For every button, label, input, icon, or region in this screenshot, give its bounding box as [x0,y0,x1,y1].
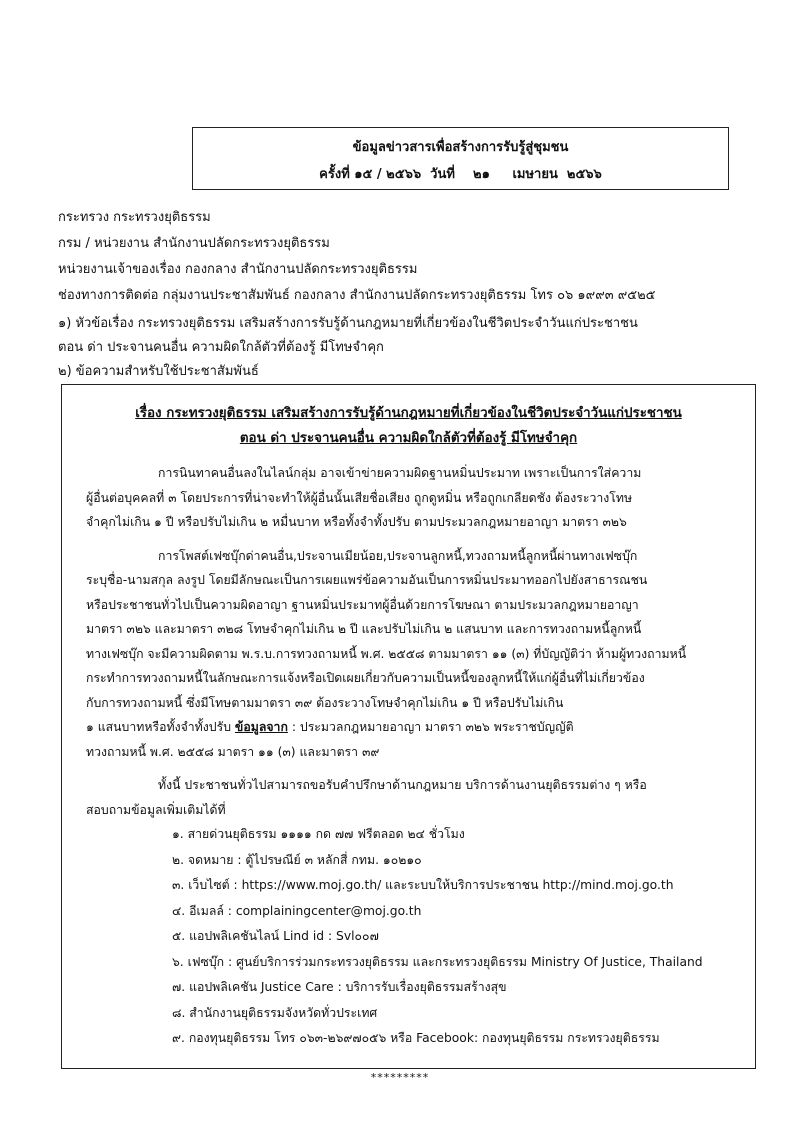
channel-website: ๓. เว็บไซต์ : https://www.moj.go.th/ และระบบให้บริการประชาชน http://mind.moj.go.th [172,878,674,892]
channel-facebook: ๖. เฟซบุ๊ก : ศูนย์บริการร่วมกระทรวงยุติธรรม และกระทรวงยุติธรรม Ministry Of Justice, Thailand [172,954,703,969]
press-release-box [61,384,756,1069]
paragraph-line: ผู้อื่นต่อบุคคลที่ ๓ โดยประการที่น่าจะทำให้ผู้อื่นนั้นเสียชื่อเสียง ถูกดูหมิ่น หรือถูกเกลียดชัง ต้องระวางโทษ [86,490,633,505]
paragraph-line: กับการทวงถามหนี้ ซึ่งมีโทษตามมาตรา ๓๙ ต้องระวางโทษจำคุกไม่เกิน ๑ ปี หรือปรับไม่เกิน [86,695,564,710]
paragraph-line: กระทำการทวงถามหนี้ในลักษณะการแจ้งหรือเปิดเผยเกี่ยวกับความเป็นหนี้ของลูกหนี้ให้แก่ผู้อื่นที่ไม่เกี่ยวข้อง [86,671,645,685]
bulletin-issue-date: ครั้งที่ ๑๕ / ๒๕๖๖ วันที่ ๒๑ เมษายน ๒๕๖๖ [319,167,602,182]
topic-item-1-episode: ตอน ด่า ประจานคนอื่น ความผิดใกล้ตัวที่ต้องรู้ มีโทษจำคุก [58,340,384,355]
paragraph-source-line [86,715,731,740]
paragraph-1 [86,461,731,535]
source-text: : ประมวลกฎหมายอาญา มาตรา ๓๒๖ พระราชบัญญัติ [287,720,574,734]
channel-line-app: ๕. แอปพลิเคชันไลน์ Lind id : Svl๐๐๗ [172,929,379,943]
source-label: ข้อมูลจาก [234,720,288,734]
paragraph-line: มาตรา ๓๒๖ และมาตรา ๓๒๘ โทษจำคุกไม่เกิน ๒ ปี และปรับไม่เกิน ๒ แสนบาท และการทวงถามหนี้ลูกหนี้ [86,622,642,636]
paragraph-line: ทวงถามหนี้ พ.ศ. ๒๕๕๘ มาตรา ๑๑ (๓) และมาตรา ๓๙ [86,744,380,759]
bulletin-header-box [192,127,729,190]
paragraph-3 [86,773,731,822]
contact-channel-list [172,822,755,1052]
paragraph-line: การโพสต์เฟซบุ๊กด่าคนอื่น,ประจานเมียน้อย,ประจานลูกหนี้,ทวงถามหนี้ลูกหนี้ผ่านทางเฟซบุ๊ก [158,548,638,563]
paragraph-line: ทางเฟซบุ๊ก จะมีความผิดตาม พ.ร.บ.การทวงถามหนี้ พ.ศ. ๒๕๕๘ ตามมาตรา ๑๑ (๓) ที่บัญญัติว่า ห้ามผู้ทวงถามหนี้ [86,646,687,661]
end-of-document-mark: ********* [370,1071,430,1084]
paragraph-line: หรือประชาชนทั่วไปเป็นความผิดอาญา ฐานหมิ่นประมาทผู้อื่นด้วยการโฆษณา ตามประมวลกฎหมายอาญา [86,597,639,612]
channel-email: ๔. อีเมลล์ : complainingcenter@moj.go.th [172,903,422,918]
paragraph-line: สอบถามข้อมูลเพิ่มเติมได้ที่ [86,802,226,817]
paragraph-line: จำคุกไม่เกิน ๑ ปี หรือปรับไม่เกิน ๒ หมื่นบาท หรือทั้งจำทั้งปรับ ตามประมวลกฎหมายอาญา มาตรา ๓๒๖ [86,515,627,529]
paragraph-2 [86,544,731,765]
contact-line: ช่องทางการติดต่อ กลุ่มงานประชาสัมพันธ์ กองกลาง สำนักงานปลัดกระทรวงยุติธรรม โทร ๐๖ ๑๙๙๓ ๙๕๒๕ [58,288,656,303]
paragraph-line: ระบุชื่อ-นามสกุล ลงรูป โดยมีลักษณะเป็นการเผยแพร่ข้อความอันเป็นการหมิ่นประมาทออกไปยังสาธารณชน [86,573,648,587]
bulletin-title: ข้อมูลข่าวสารเพื่อสร้างการรับรู้สู่ชุมชน [352,140,569,155]
penalty-text: ๑ แสนบาทหรือทั้งจำทั้งปรับ [86,720,235,734]
department-line: กรม / หน่วยงาน สำนักงานปลัดกระทรวงยุติธรรม [58,236,330,251]
channel-provincial-offices: ๘. สำนักงานยุติธรรมจังหวัดทั่วประเทศ [172,1005,378,1020]
ministry-line: กระทรวง กระทรวงยุติธรรม [58,210,211,225]
story-title-line-2: ตอน ด่า ประจานคนอื่น ความผิดใกล้ตัวที่ต้องรู้ มีโทษจำคุก [239,431,578,446]
channel-justice-care-app: ๗. แอปพลิเคชัน Justice Care : บริการรับเรื่องยุติธรรมสร้างสุข [172,980,507,994]
document-meta [58,205,758,309]
channel-mail: ๒. จดหมาย : ตู้ไปรษณีย์ ๓ หลักสี่ กทม. ๑๐๒๑๐ [172,852,422,867]
paragraph-line: ทั้งนี้ ประชาชนทั่วไปสามารถขอรับคำปรึกษาด้านกฎหมาย บริการด้านงานยุติธรรมต่าง ๆ หรือ [158,778,647,792]
topic-item-2: ๒) ข้อความสำหรับใช้ประชาสัมพันธ์ [58,364,259,379]
topic-item-1: ๑) หัวข้อเรื่อง กระทรวงยุติธรรม เสริมสร้างการรับรู้ด้านกฎหมายที่เกี่ยวข้องในชีวิตประจำวันแก่ประชาชน [58,316,638,331]
story-title-line-1: เรื่อง กระทรวงยุติธรรม เสริมสร้างการรับรู้ด้านกฎหมายที่เกี่ยวข้องในชีวิตประจำวันแก่ประชาชน [135,406,682,421]
owner-unit-line: หน่วยงานเจ้าของเรื่อง กองกลาง สำนักงานปลัดกระทรวงยุติธรรม [58,262,418,277]
channel-hotline: ๑. สายด่วนยุติธรรม ๑๑๑๑ กด ๗๗ ฟรีตลอด ๒๔ ชั่วโมง [172,827,465,841]
paragraph-line: การนินทาคนอื่นลงในไลน์กลุ่ม อาจเข้าข่ายความผิดฐานหมิ่นประมาท เพราะเป็นการใส่ความ [158,466,642,480]
channel-justice-fund: ๙. กองทุนยุติธรรม โทร ๐๖๓-๒๖๙๗๐๕๖ หรือ Facebook: กองทุนยุติธรรม กระทรวงยุติธรรม [172,1031,660,1045]
topic-list [58,312,758,384]
